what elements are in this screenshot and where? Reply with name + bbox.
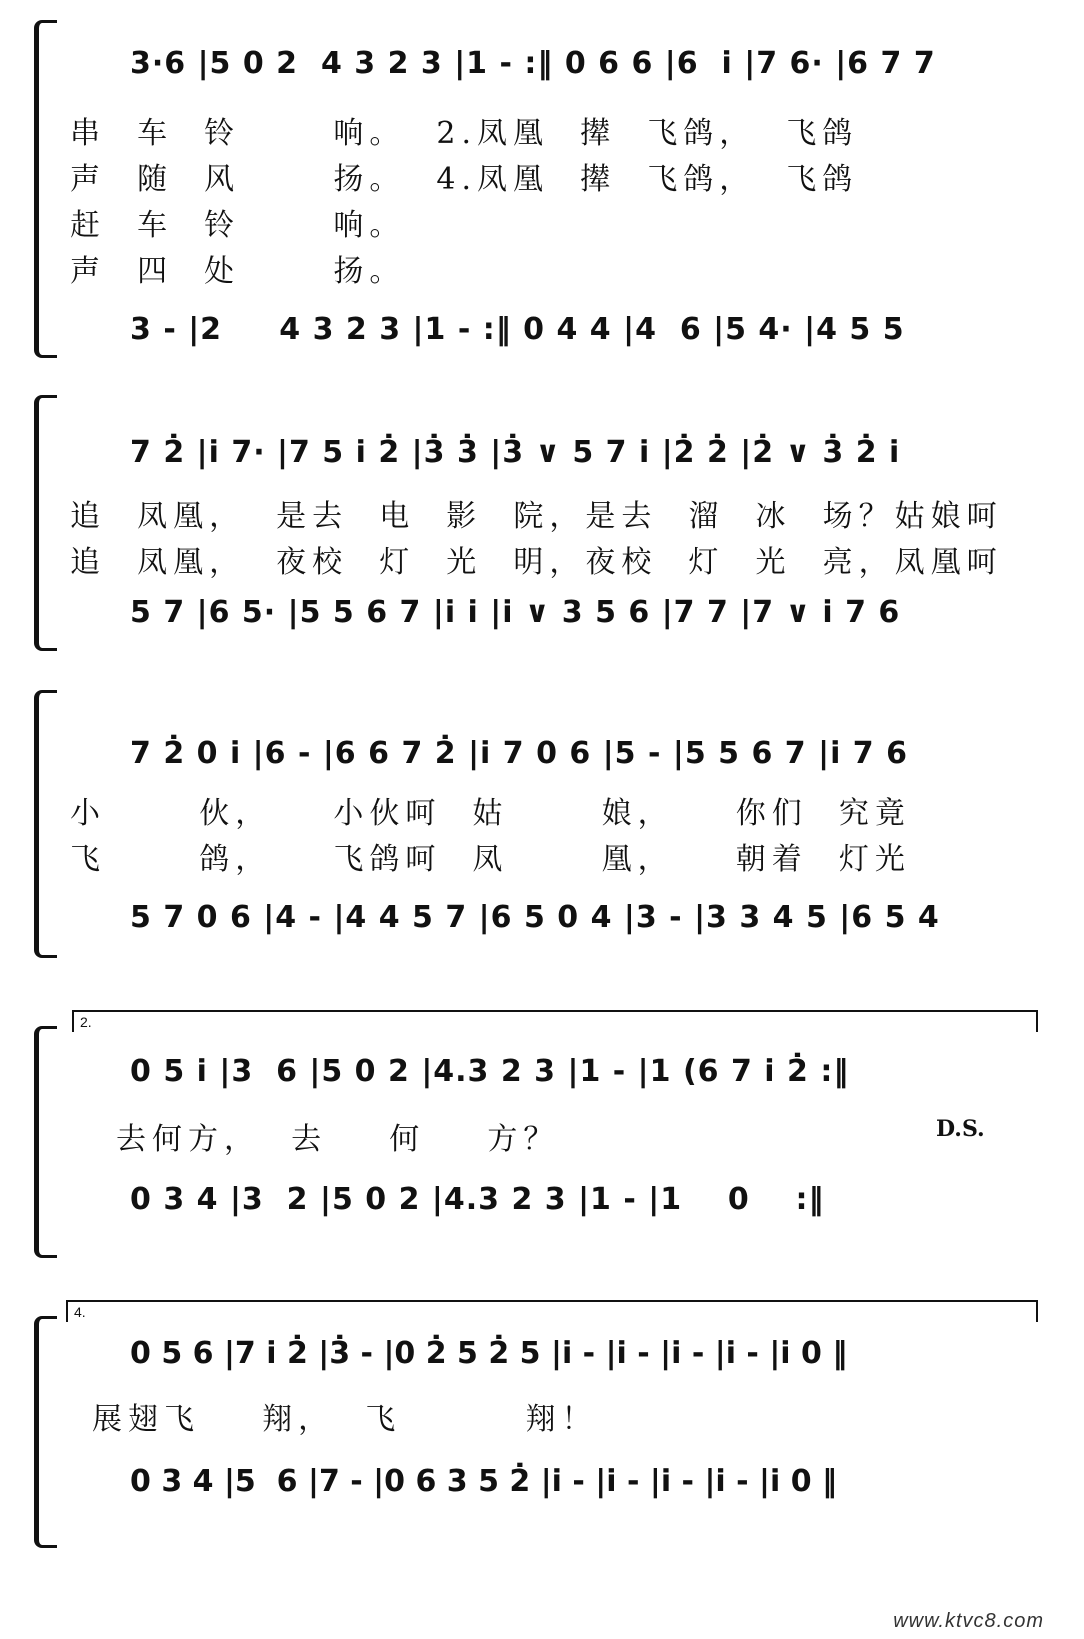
lyric-line: 赶 车 铃 响。: [70, 208, 406, 243]
system-brace: [34, 690, 57, 958]
upper-voice-notes: 0 5 6 |7 i̇ 2̇ |3̇ - |0 2̇ 5 2̇ 5 |i̇ - |i̇ - |i̇ - |i̇ - |i̇ 0 ‖: [130, 1336, 848, 1371]
upper-voice-staff: [60, 732, 1048, 784]
upper-voice-notes: 7 2̇ |i̇ 7· |7 5 i̇ 2̇ |3̇ 3̇ |3̇ ∨ 5 7 i̇ |2̇ 2̇ |2̇ ∨ 3̇ 2̇ i̇: [130, 435, 901, 470]
lower-voice-notes: 5 7 |6 5· |5 5 6 7 |i̇ i̇ |i̇ ∨ 3 5 6 |7 7 |7 ∨ i̇ 7 6: [130, 595, 901, 630]
upper-voice-notes: 7 2̇ 0 i̇ |6 - |6 6 7 2̇ |i̇ 7 0 6 |5 - |5 5 6 7 |i̇ 7 6: [130, 736, 909, 771]
lower-voice-staff: [60, 591, 1048, 643]
volta-bracket: [66, 1300, 1038, 1322]
volta-number: 2.: [80, 1014, 92, 1030]
lyric-line: 声 四 处 扬。: [70, 254, 406, 289]
lower-voice-staff: [60, 896, 1048, 948]
lyric-line: 串 车 铃 响。 2.凤凰 撵 飞鸽， 飞鸽: [70, 116, 859, 151]
lyric-line: 去何方， 去 何 方？: [116, 1122, 560, 1157]
lower-voice-notes: 3 - |2 4 3 2 3 |1 - :‖ 0 4 4 |4 6 |5 4· |4 5 5: [130, 312, 905, 347]
lyric-line: 展翅飞 翔， 飞 翔！: [92, 1402, 598, 1437]
upper-voice-staff: [60, 1332, 1048, 1384]
lyric-line: 小 伙， 小伙呵 姑 娘， 你们 究竟: [70, 796, 911, 831]
lower-voice-notes: 5 7 0 6 |4 - |4 4 5 7 |6 5 0 4 |3 - |3 3 4 5 |6 5 4: [130, 900, 940, 935]
upper-voice-staff: [60, 42, 1048, 94]
upper-voice-notes: 3·6 |5 0 2 4 3 2 3 |1 - :‖ 0 6 6 |6 i̇ |7 6· |6 7 7: [130, 46, 936, 81]
system-brace: [34, 395, 57, 651]
lyric-line: 追 凤凰， 夜校 灯 光 明，夜校 灯 光 亮，凤凰呵: [70, 545, 1003, 580]
site-watermark: www.ktvc8.com: [893, 1610, 1044, 1632]
lower-voice-notes: 0 3 4 |5 6 |7 - |0 6 3 5 2̇ |i̇ - |i̇ - |i̇ - |i̇ - |i̇ 0 ‖: [130, 1464, 838, 1499]
lower-voice-staff: [60, 308, 1048, 360]
upper-voice-staff: [60, 1050, 1048, 1102]
upper-voice-notes: 0 5 i̇ |3 6 |5 0 2 |4.3 2 3 |1 - |1 (6 7 i̇ 2̇ :‖: [130, 1054, 850, 1089]
system-brace: [34, 1026, 57, 1258]
lyric-line: 声 随 风 扬。 4.凤凰 撵 飞鸽， 飞鸽: [70, 162, 859, 197]
upper-voice-staff: [60, 431, 1048, 483]
volta-bracket: [72, 1010, 1038, 1032]
lower-voice-notes: 0 3 4 |3 2 |5 0 2 |4.3 2 3 |1 - |1 0 :‖: [130, 1182, 825, 1217]
system-brace: [34, 20, 57, 358]
system-brace: [34, 1316, 57, 1548]
dal-segno-mark: D.S.: [936, 1116, 985, 1142]
lyric-line: 追 凤凰， 是去 电 影 院，是去 溜 冰 场？姑娘呵: [70, 499, 1003, 534]
lower-voice-staff: [60, 1178, 1048, 1230]
volta-number: 4.: [74, 1304, 86, 1320]
lyric-line: 飞 鸽， 飞鸽呵 凤 凰， 朝着 灯光: [70, 842, 911, 877]
lower-voice-staff: [60, 1460, 1048, 1512]
